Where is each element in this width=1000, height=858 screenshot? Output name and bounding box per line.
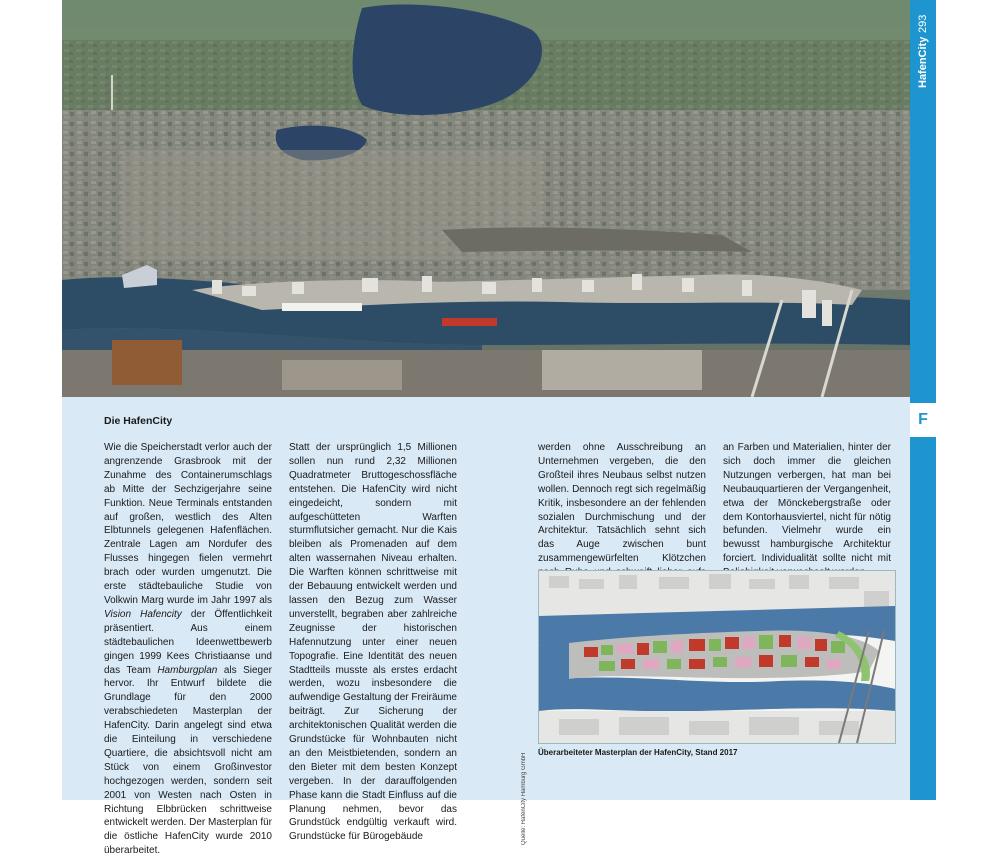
page-number: 293 <box>917 14 929 33</box>
section-title: Die HafenCity <box>104 415 173 427</box>
text-column-1 <box>104 441 272 858</box>
body-text: der Öffentlichkeit präsentiert. Aus einem städtebaulichen Ideenwettbewerb gingen 1999 Kees Christiaanse und das Team <box>104 608 272 676</box>
italic-term: Hamburgplan <box>157 664 218 676</box>
text-column-2 <box>289 441 457 844</box>
masterplan-map <box>538 570 896 744</box>
chapter-letter: F <box>910 403 936 437</box>
body-text: Statt der ursprünglich 1,5 Millionen sollen nun rund 2,32 Millionen Quadratmeter Bruttogeschossfläche entstehen. Die HafenCity wird nicht eingedeicht, sondern mit aufgeschütteten Warften sturmflutsicher gemacht. Nur die Kais bleiben als Promenaden auf dem alten wassernahen Niveau erhalten. Die Warften können schrittweise mit der Bebauung entwickelt werden und lassen den Bezug zum Wasser unverstellt, begraben aber zahlreiche Zeugnisse der historischen Hafennutzung unter einer neuen Topografie. Eine Identität des neuen Stadtteils musste als erstes erdacht werden, wozu insbesondere die aufwendige Gestaltung der Freiräume beiträgt. Zur Sicherung der architektonischen Qualität werden die Grundstücke für Wohnbauten nicht an den Meistbietenden, sondern an den Bieter mit dem besten Konzept vergeben. In der darauffolgenden Phase kann die Stadt Einfluss auf die Planung nehmen, bevor das Grundstück endgültig verkauft wird. Grundstücke für Bürogebäude <box>289 442 457 843</box>
italic-term: Vision Hafencity <box>104 608 182 620</box>
aerial-photo <box>62 0 910 397</box>
map-source-credit: Quelle: HafenCity Hamburg GmbH <box>521 752 527 845</box>
body-text: Wie die Speicherstadt verlor auch der angrenzende Grasbrook mit der Zunahme des Containerumschlags ab Mitte der Sechzigerjahre seine Funktion. Neue Terminals entstanden auf großen, westlich des Alten Elbtunnels gelegenen Hafenflächen. Zentrale Lagen am Nordufer des Flusses hingegen fielen vermehrt brach oder wurden umgenutzt. Die erste städtebauliche Studie von Volkwin Marg wurde im Jahr 1997 als <box>104 442 272 606</box>
running-title: HafenCity <box>917 36 929 88</box>
text-column-4 <box>723 441 891 580</box>
thumb-tab <box>910 0 936 800</box>
body-text: an Farben und Materialien, hinter der sich doch immer die gleichen Nutzungen verbergen, hat man bei Neubauquartieren der Vergangenheit, etwa der Mönckebergstraße oder dem Kontorhausviertel, nicht für nötig befunden. Vielmehr wurde ein bewusst hamburgische Architektur forciert. Individualität sollte nicht mit <box>723 442 891 565</box>
body-text: als Sieger hervor. Ihr Entwurf bildete die Grundlage für den 2000 verabschiedeten Masterplan der HafenCity. Darin angelegt sind etwa die Einteilung in verschiedene Quartiere, die absichtsvoll nicht am Stück von einem Großinvestor hochgezogen werden, sondern seit 2001 von Westen nach Osten in Richtung Elbbrücken schrittweise entwickelt werden. Der Masterplan für die östliche HafenCity wurde 2010 überarbeitet. <box>104 664 272 857</box>
body-text: werden ohne Ausschreibung an Unternehmen vergeben, die den Großteil ihres Neubaus selbst nutzen wollen. Dennoch regt sich regelmäßig Kritik, insbesondere an der fehlenden sozialen Durchmischung und der Architektur. Tatsächlich sehnt sich das Auge zwischen bunt zusammengewürfelten Klötzchen <box>538 442 706 565</box>
running-header <box>913 8 933 88</box>
map-caption: Überarbeiteter Masterplan der HafenCity, Stand 2017 <box>538 748 738 757</box>
